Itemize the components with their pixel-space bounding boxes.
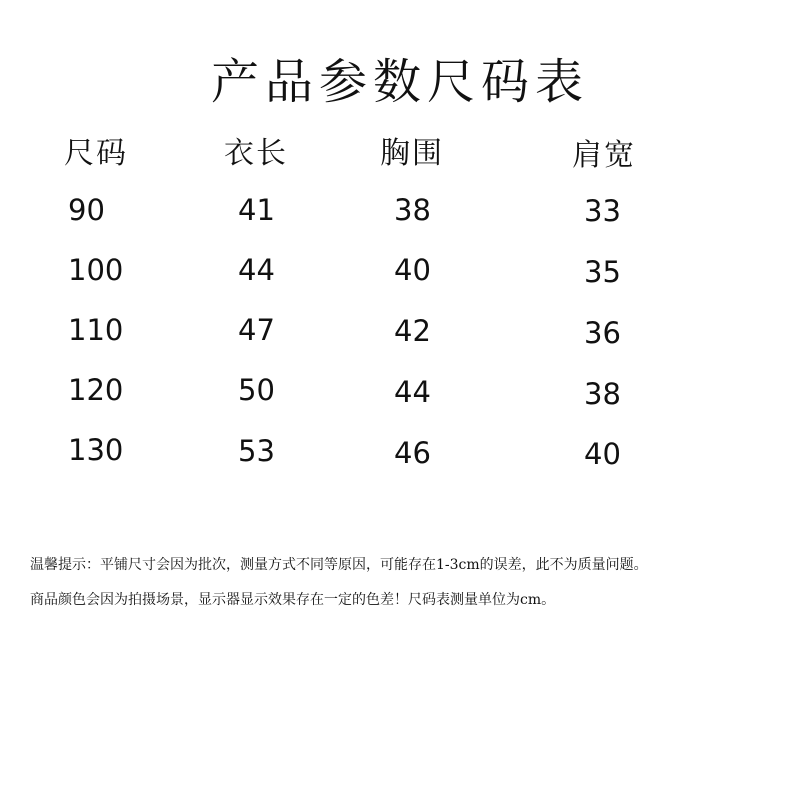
tip-note-line-2: 商品颜色会因为拍摄场景，显示器显示效果存在一定的色差！尺码表测量单位为cm。 [30, 592, 556, 608]
cell-size: 90 [68, 193, 105, 227]
cell-length: 47 [238, 313, 275, 347]
header-size: 尺码 [64, 136, 128, 171]
header-length: 衣长 [224, 136, 288, 171]
cell-length: 44 [238, 253, 275, 287]
cell-length: 50 [238, 373, 275, 407]
cell-chest: 44 [394, 375, 431, 409]
cell-size: 110 [68, 313, 124, 347]
page-title: 产品参数尺码表 [210, 54, 589, 110]
cell-size: 120 [68, 373, 124, 407]
cell-shoulder: 38 [584, 377, 621, 411]
header-shoulder: 肩宽 [572, 138, 636, 173]
cell-size: 100 [68, 253, 124, 287]
cell-chest: 40 [394, 253, 431, 287]
cell-chest: 38 [394, 193, 431, 227]
cell-chest: 46 [394, 436, 431, 470]
cell-shoulder: 35 [584, 255, 621, 289]
cell-chest: 42 [394, 314, 431, 348]
cell-size: 130 [68, 433, 124, 467]
cell-shoulder: 40 [584, 437, 621, 471]
cell-length: 41 [238, 193, 275, 227]
cell-shoulder: 36 [584, 316, 621, 350]
cell-length: 53 [238, 434, 275, 468]
tip-note-line-1: 温馨提示：平铺尺寸会因为批次，测量方式不同等原因，可能存在1-3cm的误差，此不为质量问题。 [30, 557, 648, 573]
cell-shoulder: 33 [584, 194, 621, 228]
header-chest: 胸围 [380, 136, 444, 171]
